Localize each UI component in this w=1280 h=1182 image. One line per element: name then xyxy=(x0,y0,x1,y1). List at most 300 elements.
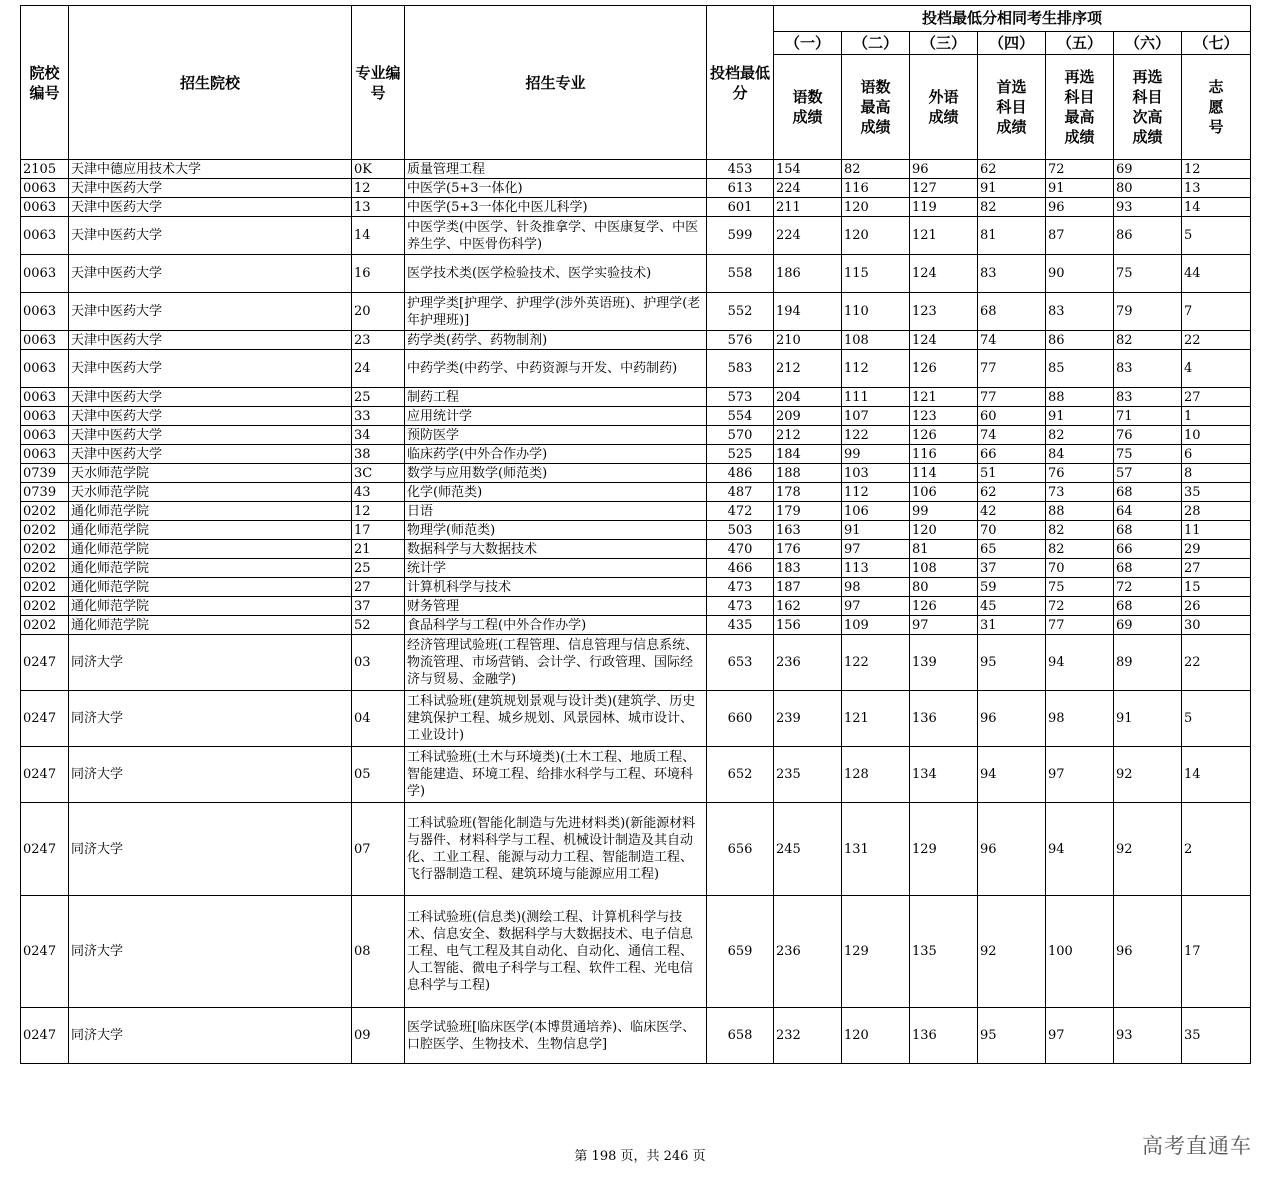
score-cell-1: 187 xyxy=(774,578,842,597)
header-seq-1: （一） xyxy=(774,31,842,55)
header-school-name: 招生院校 xyxy=(69,6,352,160)
major-name-cell: 医学试验班[临床医学(本博贯通培养)、临床医学、口腔医学、生物技术、生物信息学] xyxy=(405,1008,707,1064)
score-cell-5: 97 xyxy=(1046,747,1114,803)
table-row xyxy=(21,483,1251,502)
school-name-cell: 同济大学 xyxy=(69,747,352,803)
school-name-cell: 天津中医药大学 xyxy=(69,388,352,407)
score-cell-2: 97 xyxy=(842,540,910,559)
school-name-cell: 天津中医药大学 xyxy=(69,445,352,464)
score-cell-5: 82 xyxy=(1046,426,1114,445)
score-cell-3: 124 xyxy=(910,255,978,293)
score-cell-7: 44 xyxy=(1182,255,1251,293)
score-cell-2: 109 xyxy=(842,616,910,635)
school-code-cell: 0063 xyxy=(21,426,69,445)
major-name-cell: 数学与应用数学(师范类) xyxy=(405,464,707,483)
score-cell-2: 113 xyxy=(842,559,910,578)
table-row xyxy=(21,388,1251,407)
table-row xyxy=(21,540,1251,559)
min-score-cell: 486 xyxy=(707,464,774,483)
score-cell-3: 121 xyxy=(910,217,978,255)
score-cell-6: 92 xyxy=(1114,803,1182,896)
score-cell-6: 64 xyxy=(1114,502,1182,521)
school-name-cell: 天津中医药大学 xyxy=(69,407,352,426)
score-cell-7: 17 xyxy=(1182,896,1251,1008)
score-cell-7: 35 xyxy=(1182,483,1251,502)
header-major-code: 专业编号 xyxy=(352,6,405,160)
score-cell-1: 236 xyxy=(774,635,842,691)
score-cell-7: 10 xyxy=(1182,426,1251,445)
school-code-cell: 0202 xyxy=(21,521,69,540)
score-cell-7: 12 xyxy=(1182,160,1251,179)
score-cell-2: 103 xyxy=(842,464,910,483)
min-score-cell: 570 xyxy=(707,426,774,445)
major-name-cell: 制药工程 xyxy=(405,388,707,407)
score-cell-1: 156 xyxy=(774,616,842,635)
school-name-cell: 同济大学 xyxy=(69,635,352,691)
score-cell-5: 94 xyxy=(1046,635,1114,691)
score-cell-5: 75 xyxy=(1046,578,1114,597)
score-cell-5: 85 xyxy=(1046,350,1114,388)
major-name-cell: 中药学类(中药学、中药资源与开发、中药制药) xyxy=(405,350,707,388)
major-code-cell: 3C xyxy=(352,464,405,483)
score-cell-4: 45 xyxy=(978,597,1046,616)
score-cell-6: 71 xyxy=(1114,407,1182,426)
score-cell-6: 93 xyxy=(1114,1008,1182,1064)
score-cell-3: 96 xyxy=(910,160,978,179)
min-score-cell: 453 xyxy=(707,160,774,179)
score-cell-7: 5 xyxy=(1182,217,1251,255)
score-cell-6: 68 xyxy=(1114,483,1182,502)
min-score-cell: 601 xyxy=(707,198,774,217)
score-cell-5: 88 xyxy=(1046,388,1114,407)
school-name-cell: 天津中医药大学 xyxy=(69,331,352,350)
school-code-cell: 0063 xyxy=(21,350,69,388)
score-cell-2: 129 xyxy=(842,896,910,1008)
watermark: 高考直通车 xyxy=(1142,1134,1252,1158)
min-score-cell: 583 xyxy=(707,350,774,388)
score-cell-3: 121 xyxy=(910,388,978,407)
school-name-cell: 通化师范学院 xyxy=(69,597,352,616)
table-row xyxy=(21,559,1251,578)
school-name-cell: 天津中医药大学 xyxy=(69,198,352,217)
score-cell-1: 212 xyxy=(774,426,842,445)
major-name-cell: 计算机科学与技术 xyxy=(405,578,707,597)
major-name-cell: 质量管理工程 xyxy=(405,160,707,179)
table-row xyxy=(21,217,1251,255)
score-cell-1: 245 xyxy=(774,803,842,896)
score-cell-4: 68 xyxy=(978,293,1046,331)
school-name-cell: 通化师范学院 xyxy=(69,502,352,521)
major-code-cell: 13 xyxy=(352,198,405,217)
score-cell-1: 224 xyxy=(774,217,842,255)
major-code-cell: 38 xyxy=(352,445,405,464)
score-cell-3: 135 xyxy=(910,896,978,1008)
score-cell-3: 119 xyxy=(910,198,978,217)
min-score-cell: 658 xyxy=(707,1008,774,1064)
score-cell-1: 162 xyxy=(774,597,842,616)
school-code-cell: 2105 xyxy=(21,160,69,179)
score-cell-4: 74 xyxy=(978,426,1046,445)
score-cell-3: 126 xyxy=(910,426,978,445)
major-code-cell: 20 xyxy=(352,293,405,331)
major-code-cell: 23 xyxy=(352,331,405,350)
min-score-cell: 470 xyxy=(707,540,774,559)
score-cell-4: 74 xyxy=(978,331,1046,350)
min-score-cell: 653 xyxy=(707,635,774,691)
score-cell-1: 163 xyxy=(774,521,842,540)
score-cell-2: 120 xyxy=(842,1008,910,1064)
score-cell-3: 136 xyxy=(910,691,978,747)
score-cell-4: 60 xyxy=(978,407,1046,426)
score-cell-2: 108 xyxy=(842,331,910,350)
school-code-cell: 0202 xyxy=(21,616,69,635)
school-code-cell: 0739 xyxy=(21,464,69,483)
header-seq-7: （七） xyxy=(1182,31,1251,55)
major-code-cell: 0K xyxy=(352,160,405,179)
score-cell-7: 11 xyxy=(1182,521,1251,540)
table-row xyxy=(21,160,1251,179)
table-row xyxy=(21,691,1251,747)
score-cell-2: 106 xyxy=(842,502,910,521)
score-cell-7: 5 xyxy=(1182,691,1251,747)
score-cell-6: 83 xyxy=(1114,388,1182,407)
major-name-cell: 工科试验班(土木与环境类)(土木工程、地质工程、智能建造、环境工程、给排水科学与工程、环境科学) xyxy=(405,747,707,803)
school-name-cell: 同济大学 xyxy=(69,691,352,747)
score-cell-2: 120 xyxy=(842,198,910,217)
header-seq-5: （五） xyxy=(1046,31,1114,55)
school-code-cell: 0247 xyxy=(21,691,69,747)
score-cell-5: 82 xyxy=(1046,521,1114,540)
major-code-cell: 25 xyxy=(352,559,405,578)
school-name-cell: 同济大学 xyxy=(69,896,352,1008)
score-cell-4: 31 xyxy=(978,616,1046,635)
score-cell-5: 76 xyxy=(1046,464,1114,483)
score-cell-3: 81 xyxy=(910,540,978,559)
min-score-cell: 435 xyxy=(707,616,774,635)
score-cell-3: 126 xyxy=(910,597,978,616)
score-cell-1: 235 xyxy=(774,747,842,803)
major-code-cell: 08 xyxy=(352,896,405,1008)
school-name-cell: 天津中医药大学 xyxy=(69,426,352,445)
score-cell-4: 95 xyxy=(978,635,1046,691)
score-cell-1: 210 xyxy=(774,331,842,350)
score-cell-1: 186 xyxy=(774,255,842,293)
table-row xyxy=(21,445,1251,464)
header-seq-2: （二） xyxy=(842,31,910,55)
major-name-cell: 经济管理试验班(工程管理、信息管理与信息系统、物流管理、市场营销、会计学、行政管理、国际经济与贸易、金融学) xyxy=(405,635,707,691)
table-row xyxy=(21,521,1251,540)
major-name-cell: 应用统计学 xyxy=(405,407,707,426)
major-code-cell: 09 xyxy=(352,1008,405,1064)
score-cell-4: 62 xyxy=(978,160,1046,179)
min-score-cell: 552 xyxy=(707,293,774,331)
score-cell-3: 139 xyxy=(910,635,978,691)
score-cell-6: 68 xyxy=(1114,521,1182,540)
major-code-cell: 12 xyxy=(352,179,405,198)
score-cell-4: 83 xyxy=(978,255,1046,293)
score-cell-2: 115 xyxy=(842,255,910,293)
major-name-cell: 预防医学 xyxy=(405,426,707,445)
score-cell-4: 96 xyxy=(978,691,1046,747)
table-row xyxy=(21,803,1251,896)
score-cell-5: 100 xyxy=(1046,896,1114,1008)
score-cell-7: 14 xyxy=(1182,747,1251,803)
score-cell-2: 122 xyxy=(842,635,910,691)
major-name-cell: 工科试验班(信息类)(测绘工程、计算机科学与技术、信息安全、数据科学与大数据技术、电子信息工程、电气工程及其自动化、自动化、通信工程、人工智能、微电子科学与工程、软件工程、光电信息科学与工程) xyxy=(405,896,707,1008)
table-row xyxy=(21,597,1251,616)
score-cell-6: 83 xyxy=(1114,350,1182,388)
score-cell-1: 212 xyxy=(774,350,842,388)
min-score-cell: 656 xyxy=(707,803,774,896)
score-cell-4: 62 xyxy=(978,483,1046,502)
score-cell-3: 114 xyxy=(910,464,978,483)
min-score-cell: 466 xyxy=(707,559,774,578)
score-cell-6: 72 xyxy=(1114,578,1182,597)
score-cell-5: 72 xyxy=(1046,597,1114,616)
score-cell-6: 89 xyxy=(1114,635,1182,691)
score-cell-3: 108 xyxy=(910,559,978,578)
score-cell-7: 4 xyxy=(1182,350,1251,388)
score-cell-3: 123 xyxy=(910,293,978,331)
header-min-score: 投档最低分 xyxy=(707,6,774,160)
score-cell-3: 127 xyxy=(910,179,978,198)
min-score-cell: 525 xyxy=(707,445,774,464)
school-name-cell: 通化师范学院 xyxy=(69,559,352,578)
score-cell-3: 120 xyxy=(910,521,978,540)
score-cell-6: 86 xyxy=(1114,217,1182,255)
school-code-cell: 0202 xyxy=(21,578,69,597)
score-cell-2: 107 xyxy=(842,407,910,426)
school-code-cell: 0063 xyxy=(21,331,69,350)
major-name-cell: 日语 xyxy=(405,502,707,521)
score-cell-1: 183 xyxy=(774,559,842,578)
school-code-cell: 0063 xyxy=(21,179,69,198)
school-name-cell: 同济大学 xyxy=(69,803,352,896)
header-school-code: 院校编号 xyxy=(21,6,69,160)
score-cell-3: 99 xyxy=(910,502,978,521)
header-label-foreign-language: 外语成绩 xyxy=(910,55,978,160)
score-cell-6: 93 xyxy=(1114,198,1182,217)
school-code-cell: 0247 xyxy=(21,803,69,896)
min-score-cell: 659 xyxy=(707,896,774,1008)
score-cell-6: 96 xyxy=(1114,896,1182,1008)
table-row xyxy=(21,179,1251,198)
score-cell-5: 96 xyxy=(1046,198,1114,217)
major-name-cell: 医学技术类(医学检验技术、医学实验技术) xyxy=(405,255,707,293)
score-cell-3: 123 xyxy=(910,407,978,426)
major-code-cell: 52 xyxy=(352,616,405,635)
score-cell-5: 77 xyxy=(1046,616,1114,635)
table-row xyxy=(21,198,1251,217)
score-cell-4: 37 xyxy=(978,559,1046,578)
table-row xyxy=(21,350,1251,388)
major-code-cell: 05 xyxy=(352,747,405,803)
major-name-cell: 物理学(师范类) xyxy=(405,521,707,540)
header-major-name: 招生专业 xyxy=(405,6,707,160)
score-cell-3: 124 xyxy=(910,331,978,350)
score-cell-6: 91 xyxy=(1114,691,1182,747)
major-name-cell: 工科试验班(建筑规划景观与设计类)(建筑学、历史建筑保护工程、城乡规划、风景园林、城市设计、工业设计) xyxy=(405,691,707,747)
score-cell-4: 42 xyxy=(978,502,1046,521)
score-cell-6: 75 xyxy=(1114,255,1182,293)
score-cell-2: 128 xyxy=(842,747,910,803)
score-cell-6: 68 xyxy=(1114,559,1182,578)
score-cell-4: 91 xyxy=(978,179,1046,198)
school-name-cell: 天津中医药大学 xyxy=(69,255,352,293)
school-name-cell: 天津中医药大学 xyxy=(69,350,352,388)
score-cell-1: 188 xyxy=(774,464,842,483)
major-name-cell: 工科试验班(智能化制造与先进材料类)(新能源材料与器件、材料科学与工程、机械设计制造及其自动化、工业工程、能源与动力工程、智能制造工程、飞行器制造工程、建筑环境与能源应用工程) xyxy=(405,803,707,896)
score-cell-5: 84 xyxy=(1046,445,1114,464)
school-code-cell: 0063 xyxy=(21,217,69,255)
major-code-cell: 14 xyxy=(352,217,405,255)
table-row xyxy=(21,1008,1251,1064)
score-cell-6: 80 xyxy=(1114,179,1182,198)
score-cell-6: 76 xyxy=(1114,426,1182,445)
major-code-cell: 25 xyxy=(352,388,405,407)
major-code-cell: 03 xyxy=(352,635,405,691)
score-cell-1: 178 xyxy=(774,483,842,502)
score-cell-7: 2 xyxy=(1182,803,1251,896)
score-cell-3: 116 xyxy=(910,445,978,464)
min-score-cell: 652 xyxy=(707,747,774,803)
major-code-cell: 21 xyxy=(352,540,405,559)
major-name-cell: 中医学类(中医学、针灸推拿学、中医康复学、中医养生学、中医骨伤科学) xyxy=(405,217,707,255)
major-name-cell: 中医学(5+3一体化中医儿科学) xyxy=(405,198,707,217)
school-code-cell: 0202 xyxy=(21,559,69,578)
score-cell-5: 73 xyxy=(1046,483,1114,502)
major-name-cell: 护理学类[护理学、护理学(涉外英语班)、护理学(老年护理班)] xyxy=(405,293,707,331)
score-cell-5: 94 xyxy=(1046,803,1114,896)
score-cell-7: 1 xyxy=(1182,407,1251,426)
score-cell-5: 87 xyxy=(1046,217,1114,255)
score-cell-3: 106 xyxy=(910,483,978,502)
major-code-cell: 17 xyxy=(352,521,405,540)
school-code-cell: 0063 xyxy=(21,198,69,217)
score-cell-4: 96 xyxy=(978,803,1046,896)
school-code-cell: 0063 xyxy=(21,407,69,426)
score-cell-3: 80 xyxy=(910,578,978,597)
score-cell-1: 236 xyxy=(774,896,842,1008)
score-cell-3: 134 xyxy=(910,747,978,803)
score-cell-4: 77 xyxy=(978,388,1046,407)
score-cell-2: 97 xyxy=(842,597,910,616)
score-cell-5: 98 xyxy=(1046,691,1114,747)
table-row xyxy=(21,255,1251,293)
score-cell-7: 13 xyxy=(1182,179,1251,198)
score-cell-6: 82 xyxy=(1114,331,1182,350)
min-score-cell: 576 xyxy=(707,331,774,350)
school-code-cell: 0202 xyxy=(21,597,69,616)
score-cell-3: 97 xyxy=(910,616,978,635)
score-cell-5: 91 xyxy=(1046,179,1114,198)
header-label-chinese-math-max: 语数最高成绩 xyxy=(842,55,910,160)
table-body xyxy=(21,160,1251,1064)
score-cell-7: 8 xyxy=(1182,464,1251,483)
school-name-cell: 同济大学 xyxy=(69,1008,352,1064)
major-name-cell: 食品科学与工程(中外合作办学) xyxy=(405,616,707,635)
score-cell-5: 90 xyxy=(1046,255,1114,293)
score-cell-5: 97 xyxy=(1046,1008,1114,1064)
score-cell-7: 26 xyxy=(1182,597,1251,616)
score-cell-1: 211 xyxy=(774,198,842,217)
min-score-cell: 573 xyxy=(707,388,774,407)
score-cell-1: 194 xyxy=(774,293,842,331)
major-name-cell: 数据科学与大数据技术 xyxy=(405,540,707,559)
score-cell-6: 79 xyxy=(1114,293,1182,331)
school-name-cell: 通化师范学院 xyxy=(69,521,352,540)
score-cell-2: 82 xyxy=(842,160,910,179)
min-score-cell: 472 xyxy=(707,502,774,521)
score-cell-5: 91 xyxy=(1046,407,1114,426)
min-score-cell: 554 xyxy=(707,407,774,426)
score-cell-6: 68 xyxy=(1114,597,1182,616)
school-code-cell: 0247 xyxy=(21,747,69,803)
score-cell-4: 66 xyxy=(978,445,1046,464)
school-name-cell: 天津中医药大学 xyxy=(69,217,352,255)
table-row xyxy=(21,331,1251,350)
major-name-cell: 化学(师范类) xyxy=(405,483,707,502)
table-row xyxy=(21,747,1251,803)
table-row xyxy=(21,407,1251,426)
score-cell-7: 28 xyxy=(1182,502,1251,521)
major-name-cell: 中医学(5+3一体化) xyxy=(405,179,707,198)
score-cell-2: 111 xyxy=(842,388,910,407)
score-cell-4: 92 xyxy=(978,896,1046,1008)
score-cell-5: 88 xyxy=(1046,502,1114,521)
min-score-cell: 599 xyxy=(707,217,774,255)
score-cell-4: 59 xyxy=(978,578,1046,597)
school-code-cell: 0202 xyxy=(21,502,69,521)
header-seq-3: （三） xyxy=(910,31,978,55)
score-cell-2: 131 xyxy=(842,803,910,896)
score-cell-2: 112 xyxy=(842,350,910,388)
score-cell-5: 82 xyxy=(1046,540,1114,559)
score-cell-6: 69 xyxy=(1114,616,1182,635)
school-code-cell: 0063 xyxy=(21,388,69,407)
school-code-cell: 0063 xyxy=(21,293,69,331)
score-cell-7: 22 xyxy=(1182,331,1251,350)
admission-score-table xyxy=(20,5,1251,1064)
min-score-cell: 503 xyxy=(707,521,774,540)
table-row xyxy=(21,293,1251,331)
score-cell-2: 121 xyxy=(842,691,910,747)
score-cell-7: 35 xyxy=(1182,1008,1251,1064)
score-cell-7: 15 xyxy=(1182,578,1251,597)
score-cell-2: 122 xyxy=(842,426,910,445)
score-cell-3: 129 xyxy=(910,803,978,896)
score-cell-1: 224 xyxy=(774,179,842,198)
school-name-cell: 天津中医药大学 xyxy=(69,179,352,198)
score-cell-2: 116 xyxy=(842,179,910,198)
score-cell-2: 91 xyxy=(842,521,910,540)
score-cell-7: 22 xyxy=(1182,635,1251,691)
school-code-cell: 0247 xyxy=(21,896,69,1008)
score-cell-2: 120 xyxy=(842,217,910,255)
score-cell-1: 179 xyxy=(774,502,842,521)
score-cell-4: 81 xyxy=(978,217,1046,255)
score-cell-5: 72 xyxy=(1046,160,1114,179)
major-code-cell: 37 xyxy=(352,597,405,616)
major-code-cell: 33 xyxy=(352,407,405,426)
score-cell-6: 75 xyxy=(1114,445,1182,464)
score-cell-1: 232 xyxy=(774,1008,842,1064)
score-cell-4: 65 xyxy=(978,540,1046,559)
major-code-cell: 24 xyxy=(352,350,405,388)
score-cell-7: 27 xyxy=(1182,559,1251,578)
score-cell-1: 239 xyxy=(774,691,842,747)
school-name-cell: 通化师范学院 xyxy=(69,578,352,597)
